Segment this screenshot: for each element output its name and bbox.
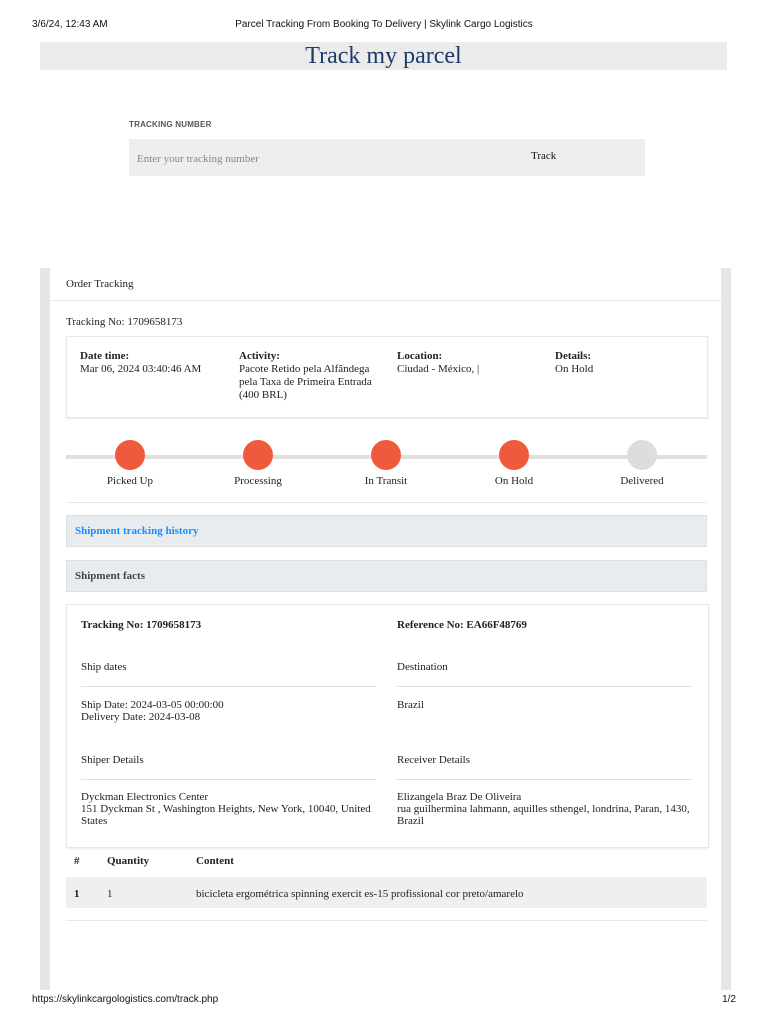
divider — [66, 502, 707, 503]
step-picked-up — [70, 438, 190, 487]
delivery-date: Delivery Date: 2024-03-08 — [81, 711, 201, 723]
print-url: https://skylinkcargologistics.com/track.php — [32, 994, 219, 1005]
step-label: Delivered — [620, 475, 664, 487]
panel-border-left — [40, 268, 50, 990]
shipment-history-label: Shipment tracking history — [75, 525, 199, 537]
row-quantity: 1 — [107, 888, 113, 900]
tracking-input-row — [129, 139, 645, 176]
activity-column — [239, 350, 381, 402]
details-column — [555, 350, 695, 376]
step-label: On Hold — [494, 475, 534, 487]
print-datetime: 3/6/24, 12:43 AM — [32, 19, 108, 30]
table-row — [66, 877, 707, 908]
details-label: Details: — [555, 350, 592, 362]
step-dot — [115, 440, 145, 470]
shipper-details-value — [81, 791, 371, 827]
panel-border-right — [721, 268, 731, 990]
location-column — [397, 350, 547, 376]
print-header — [0, 0, 768, 40]
receiver-details-value — [397, 791, 697, 827]
step-in-transit — [326, 438, 446, 487]
receiver-name: Elizangela Braz De Oliveira — [397, 791, 522, 803]
page-title: Track my parcel — [305, 43, 462, 69]
activity-value: Pacote Retido pela Alfândega pela Taxa de Primeira Entrada (400 BRL) — [239, 363, 372, 401]
col-header-number: # — [74, 855, 80, 867]
shipper-address: 151 Dyckman St , Washington Heights, New York, 10040, United States — [81, 803, 371, 827]
divider — [397, 686, 692, 687]
step-dot — [243, 440, 273, 470]
track-button[interactable]: Track — [531, 150, 557, 162]
date-time-column — [80, 350, 230, 376]
step-label: In Transit — [364, 475, 408, 487]
shipper-name: Dyckman Electronics Center — [81, 791, 209, 803]
step-label: Picked Up — [106, 475, 154, 487]
step-dot — [499, 440, 529, 470]
facts-tracking-number: Tracking No: 1709658173 — [81, 619, 202, 631]
row-number: 1 — [74, 888, 80, 900]
tracking-form — [129, 120, 645, 176]
print-page-count: 1/2 — [722, 994, 736, 1005]
col-header-content: Content — [196, 855, 234, 867]
step-dot — [627, 440, 657, 470]
location-value: Ciudad - México, | — [397, 363, 480, 375]
order-tracking-panel — [50, 268, 721, 992]
ship-dates-label: Ship dates — [81, 661, 127, 673]
shipment-facts-label: Shipment facts — [75, 570, 145, 582]
destination-label: Destination — [397, 661, 448, 673]
activity-label: Activity: — [239, 350, 280, 362]
tracking-number-label: TRACKING NUMBER — [129, 120, 212, 129]
tracking-number-input[interactable] — [129, 139, 519, 178]
shipper-details-label: Shiper Details — [81, 754, 144, 766]
shipment-history-toggle[interactable] — [66, 515, 707, 547]
divider — [81, 686, 376, 687]
hero-banner — [40, 42, 727, 70]
location-label: Location: — [397, 350, 443, 362]
step-dot — [371, 440, 401, 470]
step-label: Processing — [234, 475, 282, 487]
divider — [81, 779, 376, 780]
divider — [397, 779, 692, 780]
col-header-quantity: Quantity — [107, 855, 150, 867]
ship-date: Ship Date: 2024-03-05 00:00:00 — [81, 699, 224, 711]
print-footer — [0, 992, 768, 1012]
receiver-details-label: Receiver Details — [397, 754, 470, 766]
print-page-title: Parcel Tracking From Booking To Delivery | Skylink Cargo Logistics — [235, 19, 533, 30]
order-tracking-title: Order Tracking — [66, 278, 134, 290]
date-time-value: Mar 06, 2024 03:40:46 AM — [80, 363, 202, 375]
shipment-facts-card — [66, 604, 709, 848]
shipment-facts-toggle[interactable] — [66, 560, 707, 592]
step-processing — [198, 438, 318, 487]
receiver-address: rua guilhermina lahmann, aquilles sthengel, londrina, Paran, 1430, Brazil — [397, 803, 690, 827]
divider — [66, 920, 707, 921]
latest-status-card — [66, 336, 708, 418]
date-time-label: Date time: — [80, 350, 130, 362]
step-on-hold — [454, 438, 574, 487]
divider — [50, 300, 721, 301]
step-delivered — [582, 438, 702, 487]
details-value: On Hold — [555, 363, 594, 375]
tracking-number-text: Tracking No: 1709658173 — [66, 316, 183, 328]
shipment-progress — [66, 438, 707, 488]
facts-reference-number: Reference No: EA66F48769 — [397, 619, 527, 631]
destination-value: Brazil — [397, 699, 424, 711]
row-content: bicicleta ergométrica spinning exercit es-15 profissional cor preto/amarelo — [196, 888, 524, 900]
ship-dates-value — [81, 699, 224, 723]
